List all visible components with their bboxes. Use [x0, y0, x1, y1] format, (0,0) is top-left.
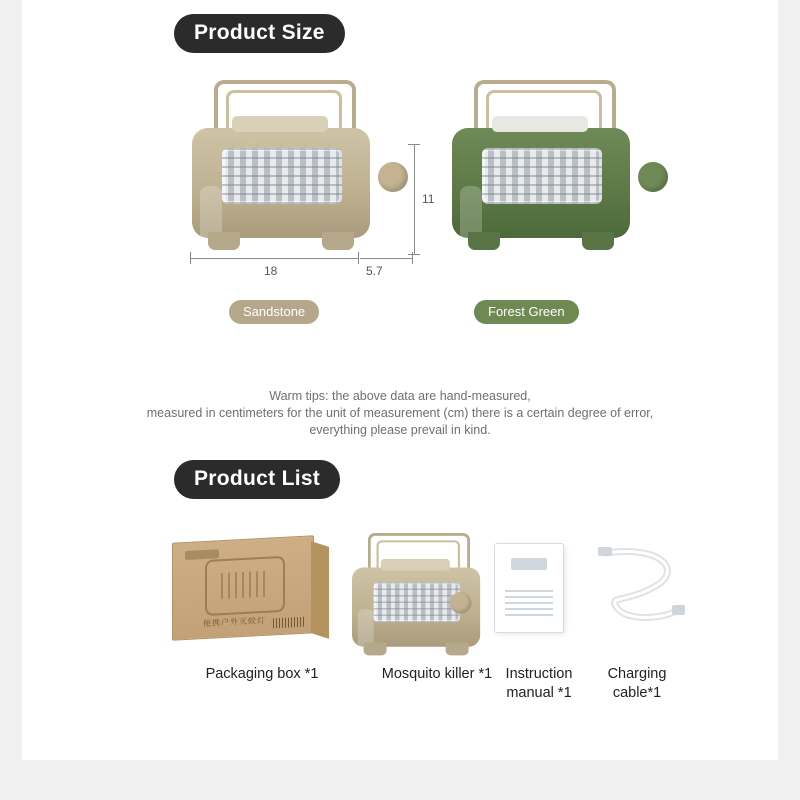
warm-tips-line-3: everything please prevail in kind. — [309, 423, 491, 437]
list-item-packaging-box — [172, 539, 342, 649]
lamp-foot-right — [582, 232, 614, 250]
dimension-label-depth: 5.7 — [366, 264, 383, 278]
lamp-grid-slats — [482, 148, 602, 204]
lamp-side-panel — [460, 186, 482, 262]
lamp-foot-right — [446, 642, 469, 655]
lamp-top-strip — [492, 116, 588, 132]
list-item-instruction-manual — [494, 539, 574, 639]
box-brand-logo-icon — [185, 549, 219, 560]
box-chinese-text: 便携户外灭蚊灯 — [203, 615, 266, 629]
dimension-label-width: 18 — [264, 264, 278, 278]
dimension-label-height: 11 — [422, 192, 435, 206]
product-detail-page — [22, 0, 778, 760]
lamp-foot-left — [468, 232, 500, 250]
mosquito-killer-lamp-icon — [352, 533, 460, 619]
dimension-line-width — [190, 258, 358, 259]
manual-brand-logo-icon — [511, 558, 547, 570]
warm-tips-line-1: Warm tips: the above data are hand-measured, — [269, 389, 531, 403]
lamp-foot-left — [208, 232, 240, 250]
lamp-side-knob — [450, 592, 472, 614]
dimension-tick-height-top — [408, 144, 420, 145]
dimension-tick-depth-right — [412, 252, 413, 264]
list-caption-instruction-manual — [484, 665, 594, 703]
list-caption-charging-cable-line1: Charging — [607, 666, 667, 682]
list-caption-instruction-manual-line1: Instruction — [505, 666, 573, 682]
product-size-heading: Product Size — [174, 14, 345, 53]
lamp-side-knob — [638, 162, 668, 192]
color-chip-forest-green: Forest Green — [474, 300, 579, 324]
product-size-section — [22, 0, 778, 437]
box-side-face — [311, 541, 329, 639]
dimension-tick-width-right — [358, 252, 359, 264]
box-product-art-icon — [205, 556, 285, 616]
box-barcode-icon — [273, 617, 305, 629]
list-caption-packaging-box: Packaging box *1 — [205, 666, 319, 682]
lamp-sandstone-illustration — [192, 80, 392, 255]
lamp-side-panel — [358, 609, 374, 664]
manual-text-lines — [505, 590, 553, 616]
product-size-heading-wrap — [22, 0, 778, 53]
warm-tips-block — [22, 380, 778, 439]
lamp-foot-left — [364, 642, 387, 655]
dimension-line-depth — [360, 258, 412, 259]
product-list-section — [22, 460, 778, 725]
charging-cable-icon — [592, 545, 688, 629]
product-list-heading-wrap — [22, 460, 778, 499]
lamp-grid-slats — [374, 582, 460, 622]
dimension-tick-height-bottom — [408, 254, 420, 255]
list-caption-instruction-manual-line2: manual *1 — [506, 685, 572, 701]
list-item-charging-cable — [592, 539, 702, 639]
dimension-line-height — [414, 144, 415, 254]
list-caption-mosquito-killer: Mosquito killer *1 — [381, 666, 493, 682]
instruction-manual-icon — [494, 543, 564, 633]
lamp-top-strip — [232, 116, 328, 132]
lamp-top-strip — [381, 559, 450, 571]
dimension-tick-width-left — [190, 252, 191, 264]
list-caption-charging-cable-line2: cable*1 — [612, 685, 662, 701]
lamp-grid — [222, 148, 342, 204]
packaging-box-icon — [172, 535, 314, 640]
lamp-grid — [374, 582, 460, 622]
list-caption-charging-cable — [582, 665, 692, 703]
product-list-heading: Product List — [174, 460, 340, 499]
color-chip-sandstone: Sandstone — [229, 300, 319, 324]
product-list-items — [22, 525, 778, 725]
lamp-forest-green-illustration — [452, 80, 652, 255]
lamp-illustration-stage — [22, 62, 778, 287]
lamp-side-panel — [200, 186, 222, 262]
lamp-grid — [482, 148, 602, 204]
warm-tips-line-2: measured in centimeters for the unit of measurement (cm) there is a certain degree of error, — [146, 406, 654, 420]
lamp-side-knob — [378, 162, 408, 192]
lamp-grid-slats — [222, 148, 342, 204]
lamp-foot-right — [322, 232, 354, 250]
